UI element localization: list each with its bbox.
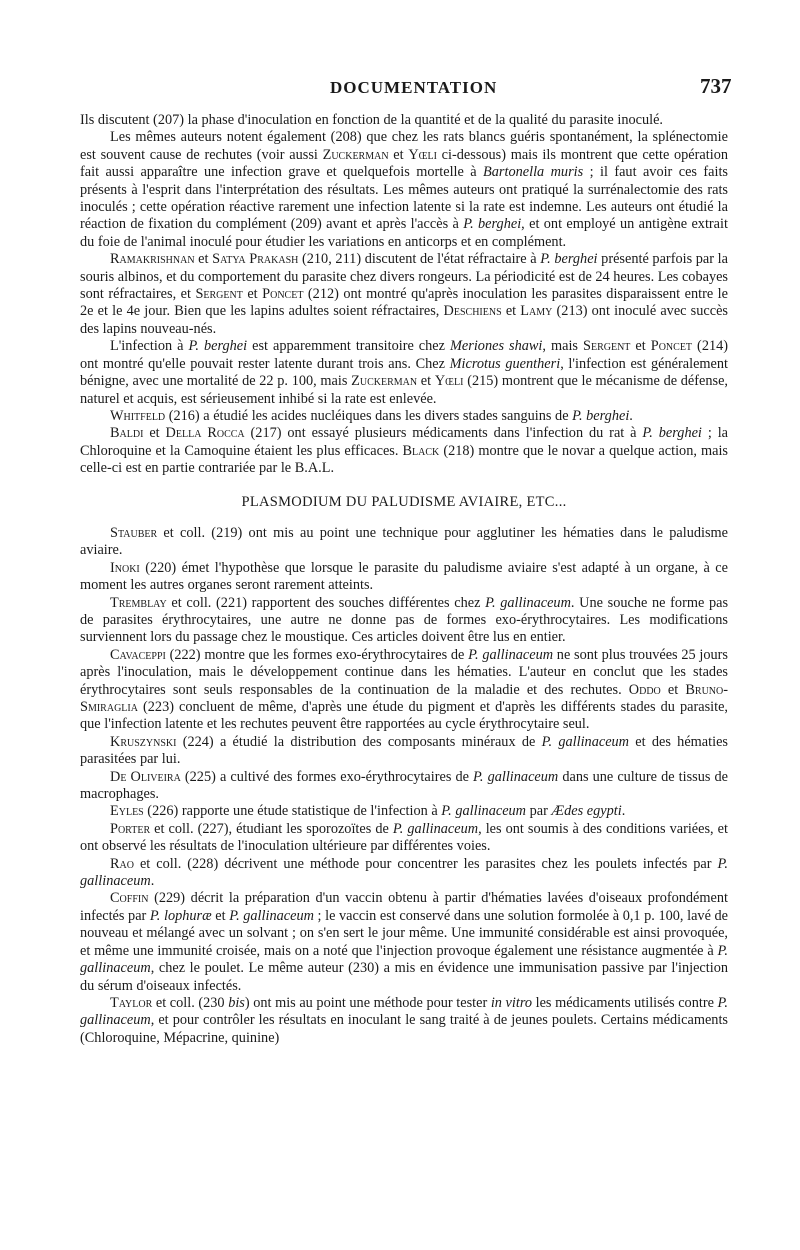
- paragraph: Inoki (220) émet l'hypothèse que lorsque le parasite du paludisme aviaire s'est adapté à un organe, à ce moment les autres organes seront rarement atteints.: [80, 559, 728, 594]
- paragraph: Kruszynski (224) a étudié la distribution des composants minéraux de P. gallinaceum et des hématies parasitées par lui.: [80, 733, 728, 768]
- paragraph: Cavaceppi (222) montre que les formes exo-érythrocytaires de P. gallinaceum ne sont plus trouvées 25 jours après l'inoculation, mais le développement continue dans les hématies. L'auteur en conclut que les stades érythrocytaires sont seuls responsables de la continuation de la maladie et des rechutes. Oddo et Bruno-Smiraglia (223) concluent de même, d'après une étude du pigment et d'après les différents stades du parasite, que l'infection latente et les rechutes peuvent être rapportées au cycle érythrocytaire seul.: [80, 646, 729, 733]
- paragraph: Baldi et Della Rocca (217) ont essayé plusieurs médicaments dans l'infection du rat à P. berghei ; la Chloroquine et la Camoquine étaient les plus efficaces. Black (218) montre que le novar a quelque action, mais celle-ci est en partie contrariée par le B.A.L.: [80, 425, 729, 477]
- page-number: 737: [700, 74, 732, 98]
- body-text: [80, 112, 728, 1047]
- paragraph: L'infection à P. berghei est apparemment transitoire chez Meriones shawi, mais Sergent et Poncet (214) ont montré qu'elle pouvait rester latente durant trois ans. Chez Microtus guentheri, l'infection est généralement bénigne, avec une mortalité de 22 p. 100, mais Zuckerman et Yœli (215) montrent que le mécanisme de défense, naturel et acquis, est sérieusement inhibé si la rate est enlevée.: [80, 338, 729, 407]
- page-header: [0, 72, 800, 102]
- paragraph: Coffin (229) décrit la préparation d'un vaccin obtenu à partir d'hématies lavées d'oiseaux profondément infectés par P. lophuræ et P. gallinaceum ; le vaccin est conservé dans une solution formolée à 0,1 p. 100, lavé de nouveau et mélangé avec un solvant ; on s'en sert le jour même. Une immunité considérable est ainsi provoquée, et même une immunité croisée, mais on a noté que l'injection provoque également une résistance augmentée à P. gallinaceum, chez le poulet. Le même auteur (230) a mis en évidence une immunisation passive par l'injection du sérum d'oiseaux infectés.: [80, 890, 729, 994]
- paragraph: Ramakrishnan et Satya Prakash (210, 211) discutent de l'état réfractaire à P. berghei présenté parfois par la souris albinos, et du comportement du parasite chez divers rongeurs. La périodicité est de 24 heures. Les cobayes sont réfractaires, et Sergent et Poncet (212) ont montré qu'après inoculation les parasites disparaissent entre le 2e et le 4e jour. Bien que les lapins adultes soient réfractaires, Deschiens et Lamy (213) ont inoculé avec succès des lapins nouveau-nés.: [80, 251, 728, 337]
- section-heading: PLASMODIUM DU PALUDISME AVIAIRE, ETC...: [241, 493, 567, 510]
- running-title: DOCUMENTATION: [330, 78, 498, 97]
- paragraph: Eyles (226) rapporte une étude statistique de l'infection à P. gallinaceum par Ædes egypti.: [110, 803, 626, 820]
- paragraph: Tremblay et coll. (221) rapportent des souches différentes chez P. gallinaceum. Une souche ne forme pas de parasites érythrocytaires, une autre ne donne pas de formes exo-érythrocytaires. Les modifications surviennent lors du passage chez le moustique. Ces articles doivent être lus en entier.: [80, 594, 729, 646]
- paragraph: De Oliveira (225) a cultivé des formes exo-érythrocytaires de P. gallinaceum dans une culture de tissus de macrophages.: [80, 768, 728, 803]
- paragraph: Les mêmes auteurs notent également (208) que chez les rats blancs guéris spontanément, la splénectomie est souvent cause de rechutes (voir aussi Zuckerman et Yœli ci-dessous) mais ils montrent que cette opération fait aussi apparaître une infection grave et quelquefois mortelle à Bartonella muris ; il faut avoir ces faits présents à l'esprit dans l'interprétation des résultats. Les mêmes auteurs ont pratiqué la surrénalectomie des rats inoculés ; cette opération réactive rarement une infection latente si la rate est indemne. Les auteurs ont étudié la réaction de fixation du complément (209) avant et après l'accès à P. berghei, et ont employé un antigène extrait du foie de l'animal inoculé pour étudier les variations en anticorps et en complément.: [80, 129, 729, 250]
- paragraph: Rao et coll. (228) décrivent une méthode pour concentrer les parasites chez les poulets infectés par P. gallinaceum.: [80, 855, 728, 890]
- paragraph: Taylor et coll. (230 bis) ont mis au point une méthode pour tester in vitro les médicaments utilisés contre P. gallinaceum, et pour contrôler les résultats en inoculant le sang traité à de jeunes poulets. Certains médicaments (Chloroquine, Mépacrine, quinine): [80, 994, 728, 1046]
- paragraph: Stauber et coll. (219) ont mis au point une technique pour agglutiner les hématies dans le paludisme aviaire.: [80, 524, 728, 559]
- paragraph: Ils discutent (207) la phase d'inoculation en fonction de la quantité et de la qualité du parasite inoculé.: [80, 112, 664, 128]
- paragraph: Porter et coll. (227), étudiant les sporozoïtes de P. gallinaceum, les ont soumis à des conditions variées, et ont observé les résultats de l'inoculation ultérieure par différentes voies.: [80, 820, 728, 855]
- paragraph: Whitfeld (216) a étudié les acides nucléiques dans les divers stades sanguins de P. berghei.: [110, 407, 633, 424]
